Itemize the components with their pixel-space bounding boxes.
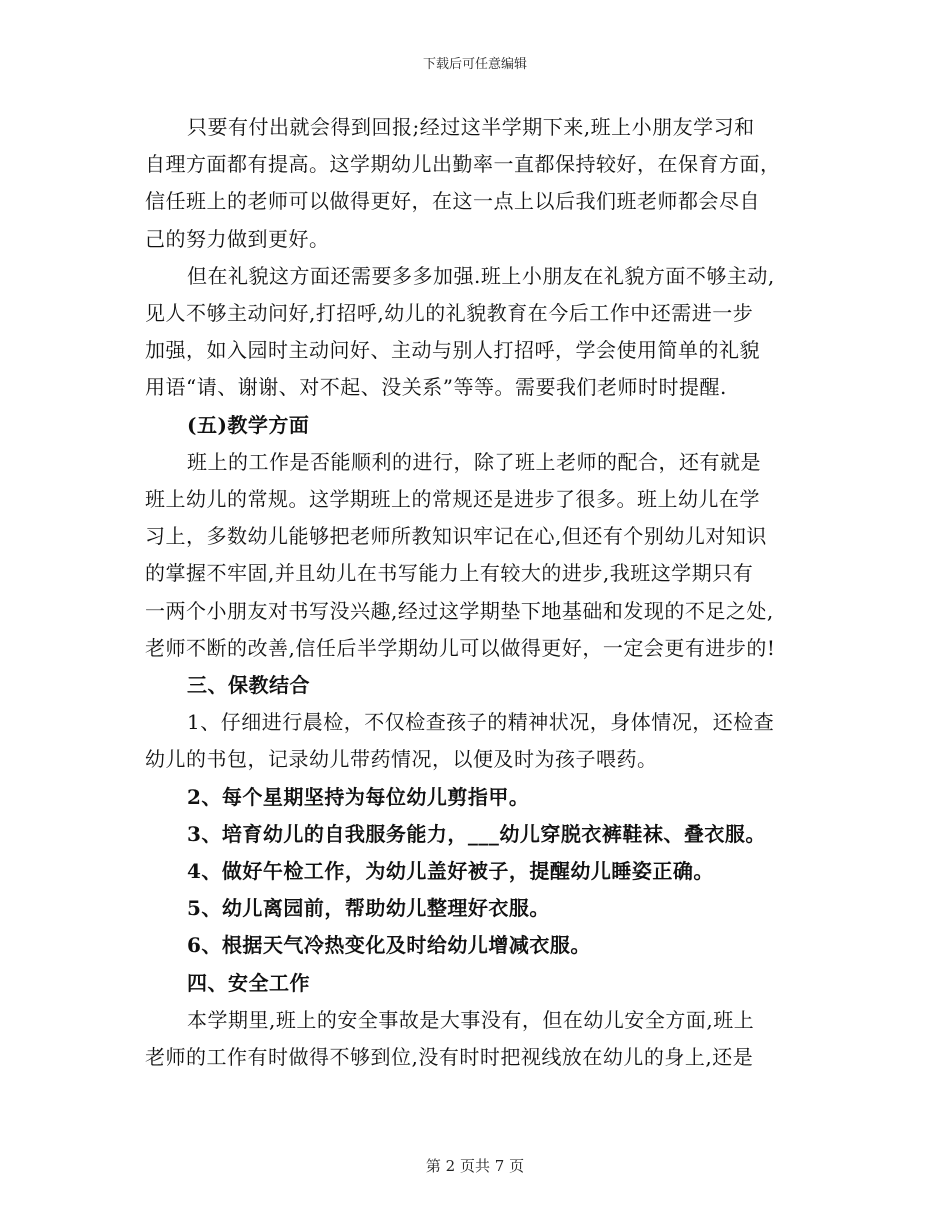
paragraph-line: 1、仔细进行晨检，不仅检查孩子的精神状况，身体情况，还检查 (187, 710, 775, 735)
section-heading-line: 3、培育幼儿的自我服务能力，___幼儿穿脱衣裤鞋袜、叠衣服。 (187, 821, 766, 846)
paragraph-line: 见人不够主动问好,打招呼,幼儿的礼貌教育在今后工作中还需进一步 (145, 301, 754, 325)
paragraph-line: 本学期里,班上的安全事故是大事没有，但在幼儿安全方面,班上 (187, 1007, 755, 1032)
paragraph-line: 一两个小朋友对书写没兴趣,经过这学期垫下地基础和发现的不足之处, (145, 598, 774, 623)
paragraph-line: 但在礼貌这方面还需要多多加强.班上小朋友在礼貌方面不够主动, (187, 263, 775, 288)
paragraph-line: 班上的工作是否能顺利的进行，除了班上老师的配合，还有就是 (187, 449, 761, 474)
paragraph-line: 己的努力做到更好。 (145, 226, 330, 251)
section-heading-line: 4、做好午检工作，为幼儿盖好被子，提醒幼儿睡姿正确。 (187, 859, 714, 883)
paragraph-line: 习上，多数幼儿能够把老师所教知识牢记在心,但还有个别幼儿对知识 (145, 524, 767, 549)
page-header: 下载后可任意编辑 (422, 57, 527, 72)
paragraph-line: 老师不断的改善,信任后半学期幼儿可以做得更好，一定会更有进步的! (145, 635, 776, 660)
section-heading-line: 2、每个星期坚持为每位幼儿剪指甲。 (187, 784, 530, 809)
section-heading-line: 5、幼儿离园前，帮助幼儿整理好衣服。 (187, 896, 550, 921)
section-heading-line: 四、安全工作 (187, 970, 310, 995)
page-footer: 第 2 页共 7 页 (425, 1157, 525, 1175)
paragraph-line: 幼儿的书包，记录幼儿带药情况，以便及时为孩子喂药。 (145, 747, 658, 772)
paragraph-line: 班上幼儿的常规。这学期班上的常规还是进步了很多。班上幼儿在学 (145, 487, 760, 511)
paragraph-line: 自理方面都有提高。这学期幼儿出勤率一直都保持较好，在保育方面， (145, 152, 781, 177)
section-heading-line: (五)教学方面 (187, 412, 310, 437)
paragraph-line: 信任班上的老师可以做得更好，在这一点上以后我们班老师都会尽自 (145, 189, 760, 214)
section-heading-line: 三、保教结合 (187, 673, 310, 697)
paragraph-line: 的掌握不牢固,并且幼儿在书写能力上有较大的进步,我班这学期只有 (145, 561, 754, 586)
paragraph-line: 只要有付出就会得到回报;经过这半学期下来,班上小朋友学习和 (187, 115, 755, 139)
section-heading-line: 6、根据天气冷热变化及时给幼儿增减衣服。 (187, 933, 591, 958)
paragraph-line: 用语“请、谢谢、对不起、没关系”等等。需要我们老师时时提醒. (145, 375, 727, 400)
paragraph-line: 老师的工作有时做得不够到位,没有时时把视线放在幼儿的身上,还是 (145, 1045, 754, 1069)
paragraph-line: 加强，如入园时主动问好、主动与别人打招呼，学会使用简单的礼貌 (145, 338, 760, 363)
